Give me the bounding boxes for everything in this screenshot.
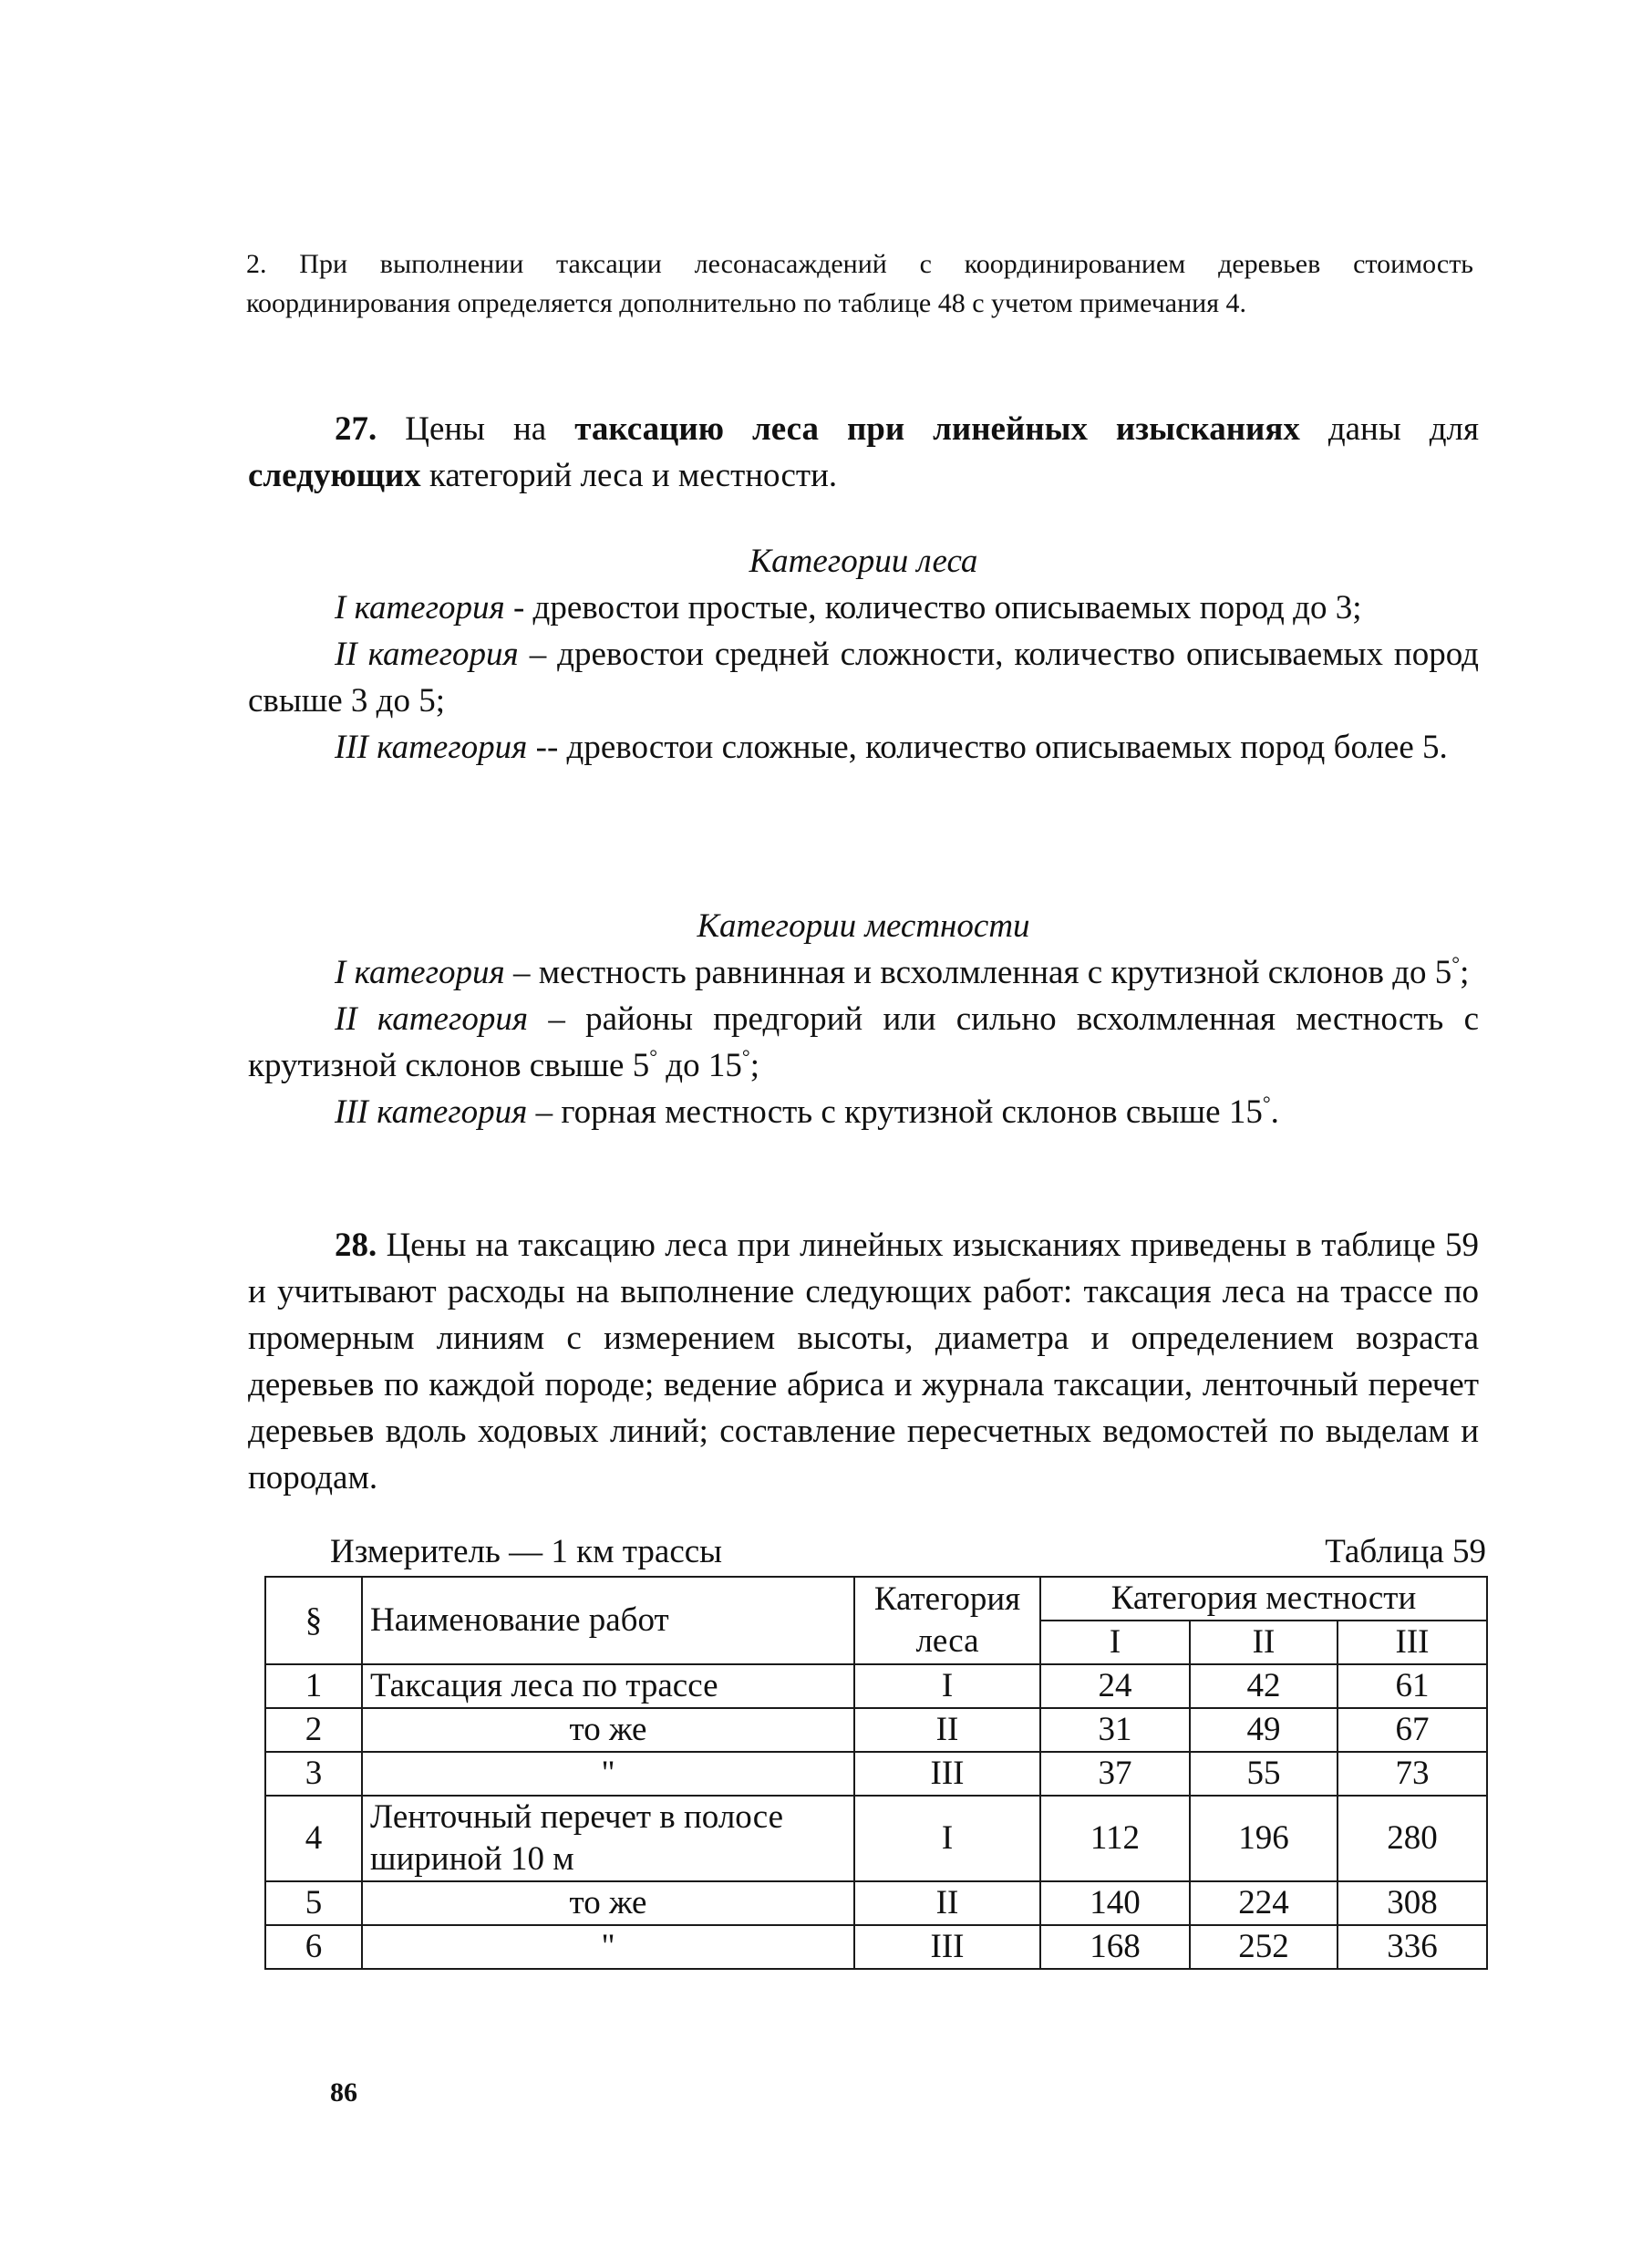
table-row	[265, 1796, 1487, 1881]
row-value-3: 61	[1338, 1664, 1487, 1708]
row-value-3: 67	[1338, 1708, 1487, 1752]
row-number: 2	[265, 1708, 362, 1752]
row-forest-cat: I	[854, 1796, 1040, 1881]
row-value-1: 112	[1040, 1796, 1190, 1881]
paragraph-27-number: 27.	[335, 410, 377, 448]
terrain-category-2-end: ;	[749, 1047, 759, 1084]
row-value-1: 24	[1040, 1664, 1190, 1708]
paragraph-27	[248, 406, 1479, 499]
row-value-2: 49	[1190, 1708, 1338, 1752]
table-measure: Измеритель — 1 км трассы	[330, 1533, 723, 1570]
row-number: 6	[265, 1925, 362, 1969]
row-forest-cat: III	[854, 1925, 1040, 1969]
paragraph-27-bold: таксацию леса при линейных изысканиях	[574, 410, 1300, 448]
terrain-category-3-label: III категория	[335, 1093, 528, 1131]
row-work: то же	[362, 1708, 854, 1752]
terrain-category-1	[248, 949, 1479, 996]
terrain-category-1-label: I категория	[335, 954, 505, 991]
forest-categories-heading: Категории леса	[749, 543, 978, 580]
row-forest-cat: II	[854, 1708, 1040, 1752]
row-forest-cat: II	[854, 1881, 1040, 1925]
row-value-2: 196	[1190, 1796, 1338, 1881]
page-number: 86	[330, 2077, 357, 2107]
header-paragraph-sign: §	[265, 1577, 362, 1664]
header-forest-category: Категория леса	[854, 1577, 1040, 1664]
degree-sign: °	[741, 1045, 750, 1068]
header-work-name: Наименование работ	[362, 1577, 854, 1664]
forest-category-2-label: II категория	[335, 636, 519, 673]
forest-category-3-text: -- древостои сложные, количество описываемых пород более 5.	[527, 729, 1448, 766]
terrain-category-2-mid: до 15	[657, 1047, 742, 1084]
forest-category-2	[248, 631, 1479, 724]
terrain-category-1-text: – местность равнинная и всхолмленная с крутизной склонов до 5	[504, 954, 1452, 991]
row-value-2: 42	[1190, 1664, 1338, 1708]
table-row	[265, 1881, 1487, 1925]
terrain-categories-list	[248, 949, 1479, 1135]
row-work: то же	[362, 1881, 854, 1925]
row-value-2: 224	[1190, 1881, 1338, 1925]
row-value-2: 55	[1190, 1752, 1338, 1796]
degree-sign: °	[1451, 952, 1461, 975]
table-caption	[330, 1532, 1486, 1574]
paragraph-27-bold2: следующих	[248, 457, 421, 494]
row-number: 5	[265, 1881, 362, 1925]
paragraph-28	[248, 1222, 1479, 1501]
paragraph-27-text-b: даны для	[1299, 410, 1479, 448]
table-header-row	[265, 1577, 1487, 1621]
forest-category-3-label: III категория	[335, 729, 528, 766]
header-terrain-2: II	[1190, 1621, 1338, 1664]
table-row	[265, 1752, 1487, 1796]
forest-categories-list	[248, 585, 1479, 771]
row-value-3: 336	[1338, 1925, 1487, 1969]
header-terrain-category: Категория местности	[1040, 1577, 1487, 1621]
row-forest-cat: III	[854, 1752, 1040, 1796]
note-text: 2. При выполнении таксации лесонасаждений с координированием деревьев стоимость координирования определяется дополнительно по таблице 48 с учетом примечания 4.	[246, 249, 1473, 318]
row-work: "	[362, 1925, 854, 1969]
terrain-category-2-label: II категория	[335, 1000, 529, 1038]
row-value-2: 252	[1190, 1925, 1338, 1969]
row-work: Ленточный перечет в полосе шириной 10 м	[362, 1796, 854, 1881]
header-terrain-1: I	[1040, 1621, 1190, 1664]
row-value-3: 73	[1338, 1752, 1487, 1796]
paragraph-28-text: Цены на таксацию леса при линейных изысканиях приведены в таблице 59 и учитывают расходы на выполнение следующих работ: таксация леса на трассе по промерным линиям с измерением высоты, диаметра и определением возраста деревьев по каждой породе; ведение абриса и журнала таксации, ленточный перечет деревьев вдоль ходовых линий; составление пересчетных ведомостей по выделам и породам.	[248, 1227, 1479, 1496]
forest-category-3	[248, 724, 1479, 771]
table-number: Таблица 59	[1325, 1533, 1486, 1570]
row-forest-cat: I	[854, 1664, 1040, 1708]
row-work: Таксация леса по трассе	[362, 1664, 854, 1708]
terrain-category-3-end: .	[1270, 1093, 1279, 1131]
terrain-category-3-text: – горная местность с крутизной склонов свыше 15	[527, 1093, 1263, 1131]
forest-category-1-text: - древостои простые, количество описываемых пород до 3;	[504, 589, 1362, 627]
row-value-1: 31	[1040, 1708, 1190, 1752]
header-terrain-3: III	[1338, 1621, 1487, 1664]
row-number: 1	[265, 1664, 362, 1708]
forest-category-1-label: I категория	[335, 589, 505, 627]
paragraph-27-text-c: категорий леса и местности.	[420, 457, 838, 494]
note-paragraph	[246, 244, 1473, 323]
degree-sign: °	[1262, 1092, 1271, 1114]
terrain-categories-heading: Категории местности	[697, 907, 1030, 945]
table-row	[265, 1664, 1487, 1708]
paragraph-27-text-a: Цены на	[377, 410, 575, 448]
terrain-category-2	[248, 996, 1479, 1089]
forest-category-2-text: – древостои средней сложности, количество описываемых пород свыше 3 до 5;	[248, 636, 1479, 720]
table-row	[265, 1925, 1487, 1969]
row-number: 3	[265, 1752, 362, 1796]
row-value-1: 140	[1040, 1881, 1190, 1925]
degree-sign: °	[649, 1045, 658, 1068]
row-value-1: 168	[1040, 1925, 1190, 1969]
paragraph-28-number: 28.	[335, 1227, 377, 1264]
row-value-1: 37	[1040, 1752, 1190, 1796]
terrain-category-2-text: – районы предгорий или сильно всхолмленная местность с крутизной склонов свыше 5	[248, 1000, 1479, 1084]
row-value-3: 280	[1338, 1796, 1487, 1881]
row-work: "	[362, 1752, 854, 1796]
table-59	[264, 1576, 1488, 1970]
row-number: 4	[265, 1796, 362, 1881]
row-value-3: 308	[1338, 1881, 1487, 1925]
terrain-category-1-end: ;	[1460, 954, 1470, 991]
table-row	[265, 1708, 1487, 1752]
forest-category-1	[248, 585, 1479, 631]
terrain-category-3	[248, 1089, 1479, 1135]
